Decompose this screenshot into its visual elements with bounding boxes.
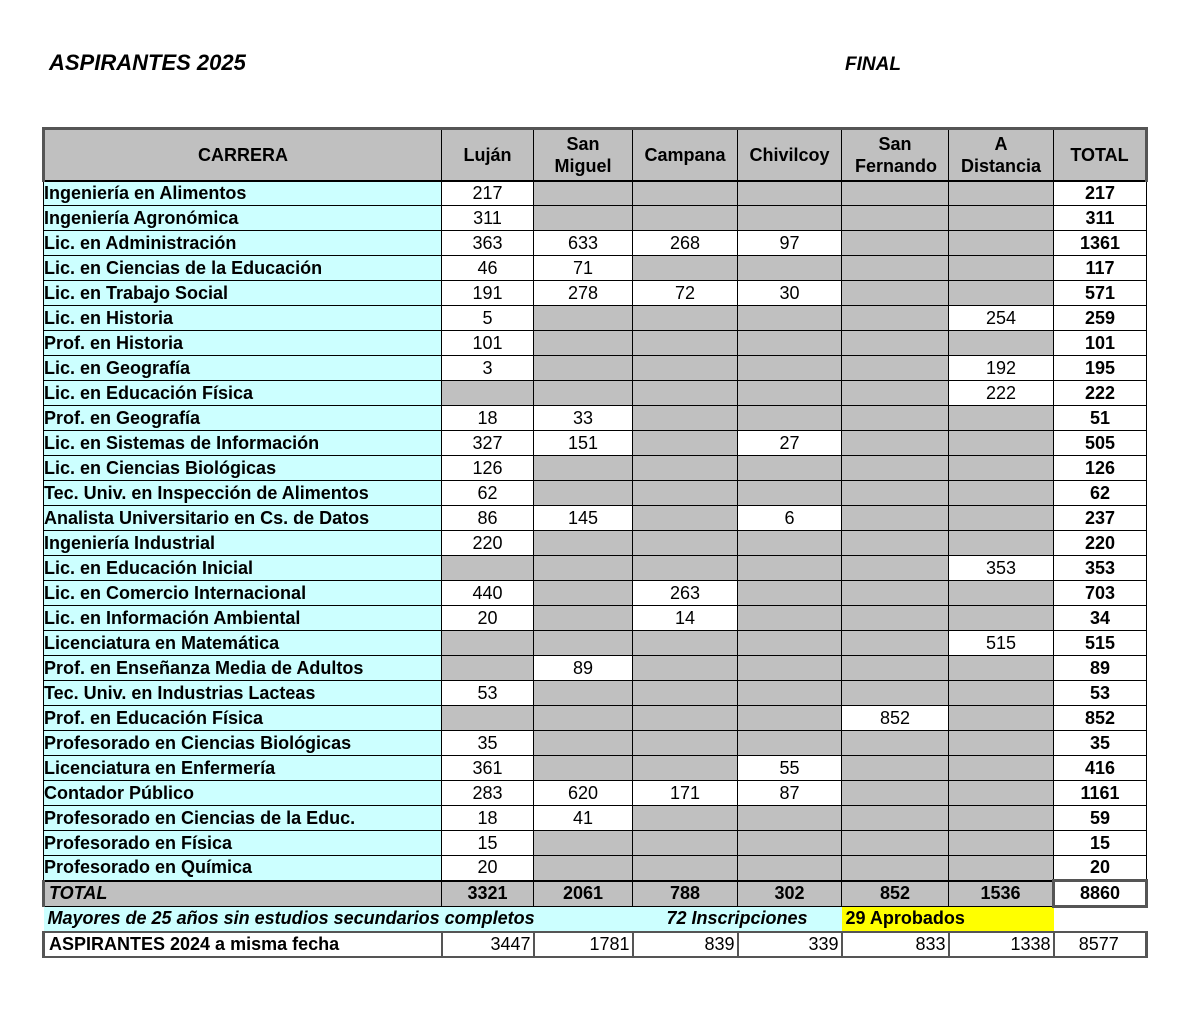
row-total-cell: 89 <box>1054 656 1147 681</box>
row-total-cell: 126 <box>1054 456 1147 481</box>
table-row <box>44 856 1147 881</box>
value-cell: 327 <box>442 431 534 456</box>
empty-cell <box>738 206 842 231</box>
empty-cell <box>949 681 1054 706</box>
empty-cell <box>949 456 1054 481</box>
program-name: Tec. Univ. en Industrias Lacteas <box>44 681 442 706</box>
empty-cell <box>949 531 1054 556</box>
program-name: Lic. en Trabajo Social <box>44 281 442 306</box>
empty-cell <box>842 731 949 756</box>
empty-cell <box>842 206 949 231</box>
empty-cell <box>738 831 842 856</box>
value-cell: 633 <box>534 231 633 256</box>
row-total-cell: 515 <box>1054 631 1147 656</box>
empty-cell <box>842 606 949 631</box>
empty-cell <box>633 256 738 281</box>
row-total-cell: 34 <box>1054 606 1147 631</box>
empty-cell <box>949 206 1054 231</box>
empty-cell <box>842 381 949 406</box>
empty-cell <box>738 531 842 556</box>
status-label: FINAL <box>845 54 901 75</box>
program-name: Lic. en Geografía <box>44 356 442 381</box>
previous-total-cell: 8577 <box>1054 932 1147 957</box>
header-a-distancia: A Distancia <box>949 129 1054 181</box>
row-total-cell: 222 <box>1054 381 1147 406</box>
table-row <box>44 231 1147 256</box>
empty-cell <box>633 181 738 206</box>
row-total-cell: 852 <box>1054 706 1147 731</box>
total-cell: 2061 <box>534 881 633 907</box>
header-lujan: Luján <box>442 129 534 181</box>
page-title: ASPIRANTES 2025 <box>49 50 246 75</box>
value-cell: 62 <box>442 481 534 506</box>
empty-cell <box>633 656 738 681</box>
empty-cell <box>534 631 633 656</box>
empty-cell <box>842 456 949 481</box>
empty-cell <box>842 306 949 331</box>
empty-cell <box>842 656 949 681</box>
row-total-cell: 311 <box>1054 206 1147 231</box>
empty-cell <box>738 581 842 606</box>
empty-cell <box>949 281 1054 306</box>
program-name: Lic. en Sistemas de Información <box>44 431 442 456</box>
program-name: Prof. en Historia <box>44 331 442 356</box>
empty-cell <box>442 556 534 581</box>
value-cell: 27 <box>738 431 842 456</box>
empty-cell <box>633 431 738 456</box>
value-cell: 361 <box>442 756 534 781</box>
header-san-fernando: San Fernando <box>842 129 949 181</box>
empty-cell <box>842 231 949 256</box>
empty-cell <box>442 656 534 681</box>
aspirantes-table <box>42 127 1148 958</box>
empty-cell <box>442 706 534 731</box>
empty-cell <box>949 481 1054 506</box>
previous-year-label: ASPIRANTES 2024 a misma fecha <box>44 932 442 957</box>
total-cell: 788 <box>633 881 738 907</box>
empty-cell <box>738 381 842 406</box>
value-cell: 268 <box>633 231 738 256</box>
row-total-cell: 217 <box>1054 181 1147 206</box>
row-total-cell: 220 <box>1054 531 1147 556</box>
value-cell: 145 <box>534 506 633 531</box>
empty-cell <box>633 481 738 506</box>
program-name: Prof. en Geografía <box>44 406 442 431</box>
row-total-cell: 195 <box>1054 356 1147 381</box>
header-chivilcoy: Chivilcoy <box>738 129 842 181</box>
program-name: Prof. en Educación Física <box>44 706 442 731</box>
program-name: Lic. en Ciencias de la Educación <box>44 256 442 281</box>
empty-cell <box>738 806 842 831</box>
program-name: Lic. en Historia <box>44 306 442 331</box>
row-total-cell: 62 <box>1054 481 1147 506</box>
program-name: Lic. en Ciencias Biológicas <box>44 456 442 481</box>
empty-cell <box>633 831 738 856</box>
empty-cell <box>949 856 1054 881</box>
previous-cell: 839 <box>633 932 738 957</box>
table-row <box>44 256 1147 281</box>
empty-cell <box>842 831 949 856</box>
value-cell: 3 <box>442 356 534 381</box>
empty-cell <box>738 706 842 731</box>
empty-cell <box>534 606 633 631</box>
total-cell: 852 <box>842 881 949 907</box>
row-total-cell: 117 <box>1054 256 1147 281</box>
mayores-inscripciones: 72 Inscripciones <box>633 907 842 932</box>
empty-cell <box>738 731 842 756</box>
empty-cell <box>842 781 949 806</box>
empty-cell <box>534 331 633 356</box>
table-row <box>44 706 1147 731</box>
empty-cell <box>949 581 1054 606</box>
value-cell: 20 <box>442 606 534 631</box>
value-cell: 222 <box>949 381 1054 406</box>
empty-cell <box>633 306 738 331</box>
row-total-cell: 59 <box>1054 806 1147 831</box>
empty-cell <box>842 256 949 281</box>
empty-cell <box>738 631 842 656</box>
row-total-cell: 353 <box>1054 556 1147 581</box>
table-row <box>44 331 1147 356</box>
empty-cell <box>534 381 633 406</box>
previous-cell: 3447 <box>442 932 534 957</box>
program-name: Profesorado en Ciencias Biológicas <box>44 731 442 756</box>
value-cell: 263 <box>633 581 738 606</box>
empty-cell <box>842 681 949 706</box>
empty-cell <box>842 281 949 306</box>
row-total-cell: 20 <box>1054 856 1147 881</box>
empty-cell <box>842 531 949 556</box>
empty-cell <box>534 731 633 756</box>
program-name: Contador Público <box>44 781 442 806</box>
empty-cell <box>534 306 633 331</box>
table-row <box>44 356 1147 381</box>
empty-cell <box>949 706 1054 731</box>
value-cell: 46 <box>442 256 534 281</box>
empty-cell <box>534 706 633 731</box>
value-cell: 191 <box>442 281 534 306</box>
empty-cell <box>842 806 949 831</box>
empty-cell <box>949 181 1054 206</box>
grand-total-cell: 8860 <box>1054 881 1147 907</box>
total-cell: 302 <box>738 881 842 907</box>
table-row <box>44 306 1147 331</box>
previous-cell: 1781 <box>534 932 633 957</box>
empty-cell <box>949 606 1054 631</box>
row-total-cell: 1161 <box>1054 781 1147 806</box>
empty-cell <box>633 681 738 706</box>
empty-cell <box>842 556 949 581</box>
empty-cell <box>949 506 1054 531</box>
empty-cell <box>442 381 534 406</box>
value-cell: 126 <box>442 456 534 481</box>
mayores-row <box>44 907 1147 932</box>
empty-cell <box>534 681 633 706</box>
row-total-cell: 505 <box>1054 431 1147 456</box>
header-row <box>44 129 1147 181</box>
table-row <box>44 631 1147 656</box>
program-name: Ingeniería Agronómica <box>44 206 442 231</box>
value-cell: 283 <box>442 781 534 806</box>
value-cell: 15 <box>442 831 534 856</box>
value-cell: 72 <box>633 281 738 306</box>
value-cell: 220 <box>442 531 534 556</box>
empty-cell <box>949 781 1054 806</box>
value-cell: 41 <box>534 806 633 831</box>
program-name: Tec. Univ. en Inspección de Alimentos <box>44 481 442 506</box>
table-row <box>44 656 1147 681</box>
empty-cell <box>738 331 842 356</box>
value-cell: 35 <box>442 731 534 756</box>
row-total-cell: 101 <box>1054 331 1147 356</box>
empty-cell <box>842 431 949 456</box>
empty-cell <box>738 181 842 206</box>
empty-cell <box>534 556 633 581</box>
empty-cell <box>842 856 949 881</box>
previous-cell: 833 <box>842 932 949 957</box>
empty-cell <box>738 356 842 381</box>
empty-cell <box>534 581 633 606</box>
empty-cell <box>738 481 842 506</box>
table-row <box>44 381 1147 406</box>
program-name: Profesorado en Física <box>44 831 442 856</box>
empty-cell <box>738 556 842 581</box>
empty-cell <box>534 356 633 381</box>
program-name: Prof. en Enseñanza Media de Adultos <box>44 656 442 681</box>
empty-cell <box>633 731 738 756</box>
header-total: TOTAL <box>1054 129 1147 181</box>
value-cell: 87 <box>738 781 842 806</box>
row-total-cell: 703 <box>1054 581 1147 606</box>
program-name: Ingeniería en Alimentos <box>44 181 442 206</box>
value-cell: 151 <box>534 431 633 456</box>
program-name: Profesorado en Ciencias de la Educ. <box>44 806 442 831</box>
row-total-cell: 35 <box>1054 731 1147 756</box>
empty-cell <box>842 181 949 206</box>
empty-cell <box>738 681 842 706</box>
empty-cell <box>534 181 633 206</box>
program-name: Lic. en Información Ambiental <box>44 606 442 631</box>
value-cell: 620 <box>534 781 633 806</box>
empty-cell <box>633 356 738 381</box>
empty-cell <box>738 856 842 881</box>
program-name: Lic. en Administración <box>44 231 442 256</box>
value-cell: 86 <box>442 506 534 531</box>
empty-cell <box>842 356 949 381</box>
table-row <box>44 406 1147 431</box>
row-total-cell: 416 <box>1054 756 1147 781</box>
empty-cell <box>842 331 949 356</box>
program-name: Licenciatura en Matemática <box>44 631 442 656</box>
empty-cell <box>534 856 633 881</box>
table-row <box>44 531 1147 556</box>
table-row <box>44 556 1147 581</box>
empty-cell <box>949 331 1054 356</box>
empty-cell <box>842 506 949 531</box>
empty-cell <box>842 581 949 606</box>
value-cell: 18 <box>442 806 534 831</box>
empty-cell <box>842 631 949 656</box>
table-row <box>44 456 1147 481</box>
header-san-miguel: San Miguel <box>534 129 633 181</box>
table-row <box>44 506 1147 531</box>
table-row <box>44 681 1147 706</box>
total-cell: 1536 <box>949 881 1054 907</box>
value-cell: 33 <box>534 406 633 431</box>
value-cell: 353 <box>949 556 1054 581</box>
table-row <box>44 756 1147 781</box>
table-row <box>44 181 1147 206</box>
empty-cell <box>633 331 738 356</box>
program-name: Analista Universitario en Cs. de Datos <box>44 506 442 531</box>
empty-cell <box>738 306 842 331</box>
table-row <box>44 431 1147 456</box>
row-total-cell: 237 <box>1054 506 1147 531</box>
empty-cell <box>633 456 738 481</box>
table-row <box>44 481 1147 506</box>
value-cell: 278 <box>534 281 633 306</box>
program-name: Profesorado en Química <box>44 856 442 881</box>
table-row <box>44 606 1147 631</box>
header-carrera: CARRERA <box>44 129 442 181</box>
empty-cell <box>738 656 842 681</box>
value-cell: 55 <box>738 756 842 781</box>
value-cell: 440 <box>442 581 534 606</box>
value-cell: 53 <box>442 681 534 706</box>
previous-cell: 1338 <box>949 932 1054 957</box>
value-cell: 30 <box>738 281 842 306</box>
value-cell: 311 <box>442 206 534 231</box>
empty-cell <box>534 456 633 481</box>
total-cell: 3321 <box>442 881 534 907</box>
empty-cell <box>949 406 1054 431</box>
previous-year-row <box>44 932 1147 957</box>
empty-cell <box>738 256 842 281</box>
empty-cell <box>842 756 949 781</box>
row-total-cell: 53 <box>1054 681 1147 706</box>
value-cell: 20 <box>442 856 534 881</box>
empty-cell <box>442 631 534 656</box>
empty-cell <box>949 806 1054 831</box>
header-campana: Campana <box>633 129 738 181</box>
empty-cell <box>633 806 738 831</box>
row-total-cell: 51 <box>1054 406 1147 431</box>
value-cell: 192 <box>949 356 1054 381</box>
empty-cell <box>949 656 1054 681</box>
empty-cell <box>633 856 738 881</box>
empty-cell <box>633 381 738 406</box>
value-cell: 363 <box>442 231 534 256</box>
table-row <box>44 731 1147 756</box>
program-name: Lic. en Educación Inicial <box>44 556 442 581</box>
empty-cell <box>534 831 633 856</box>
row-total-cell: 1361 <box>1054 231 1147 256</box>
empty-cell <box>633 631 738 656</box>
total-label: TOTAL <box>44 881 442 907</box>
program-name: Licenciatura en Enfermería <box>44 756 442 781</box>
table-row <box>44 831 1147 856</box>
table-row <box>44 806 1147 831</box>
empty-cell <box>633 756 738 781</box>
empty-cell <box>842 481 949 506</box>
value-cell: 18 <box>442 406 534 431</box>
empty-cell <box>633 506 738 531</box>
total-row <box>44 881 1147 907</box>
empty-cell <box>949 756 1054 781</box>
empty-cell <box>738 456 842 481</box>
table-row <box>44 281 1147 306</box>
row-total-cell: 259 <box>1054 306 1147 331</box>
empty-cell <box>633 706 738 731</box>
value-cell: 6 <box>738 506 842 531</box>
empty-cell <box>842 406 949 431</box>
value-cell: 89 <box>534 656 633 681</box>
empty-cell <box>949 431 1054 456</box>
mayores-label: Mayores de 25 años sin estudios secundarios completos <box>44 907 633 932</box>
value-cell: 14 <box>633 606 738 631</box>
value-cell: 71 <box>534 256 633 281</box>
program-name: Lic. en Educación Física <box>44 381 442 406</box>
value-cell: 254 <box>949 306 1054 331</box>
row-total-cell: 15 <box>1054 831 1147 856</box>
empty-cell <box>633 556 738 581</box>
value-cell: 515 <box>949 631 1054 656</box>
empty-cell <box>633 406 738 431</box>
program-name: Ingeniería Industrial <box>44 531 442 556</box>
empty-cell <box>534 756 633 781</box>
mayores-blank <box>1054 907 1147 932</box>
empty-cell <box>633 206 738 231</box>
empty-cell <box>738 606 842 631</box>
empty-cell <box>949 256 1054 281</box>
empty-cell <box>534 206 633 231</box>
value-cell: 101 <box>442 331 534 356</box>
empty-cell <box>949 731 1054 756</box>
value-cell: 97 <box>738 231 842 256</box>
value-cell: 852 <box>842 706 949 731</box>
value-cell: 171 <box>633 781 738 806</box>
previous-cell: 339 <box>738 932 842 957</box>
program-name: Lic. en Comercio Internacional <box>44 581 442 606</box>
empty-cell <box>949 231 1054 256</box>
empty-cell <box>633 531 738 556</box>
empty-cell <box>534 531 633 556</box>
row-total-cell: 571 <box>1054 281 1147 306</box>
table-row <box>44 206 1147 231</box>
empty-cell <box>534 481 633 506</box>
mayores-aprobados: 29 Aprobados <box>842 907 1054 932</box>
table-row <box>44 781 1147 806</box>
table-row <box>44 581 1147 606</box>
value-cell: 217 <box>442 181 534 206</box>
value-cell: 5 <box>442 306 534 331</box>
empty-cell <box>738 406 842 431</box>
empty-cell <box>949 831 1054 856</box>
